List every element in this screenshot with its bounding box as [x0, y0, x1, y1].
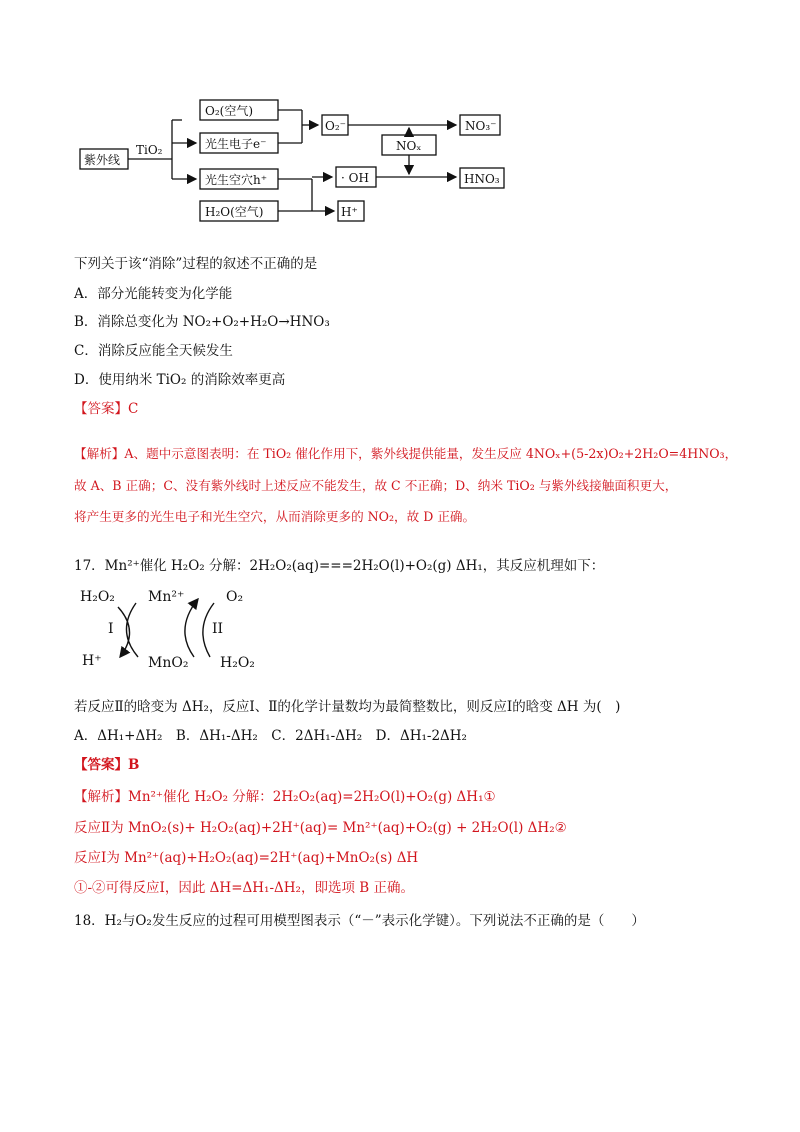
q17-analysis-line-4: ①-②可得反应Ⅰ，因此 ΔH=ΔH₁-ΔH₂，即选项 B 正确。	[74, 880, 414, 896]
uv-label: 紫外线	[84, 153, 121, 167]
o2-minus-label: O₂⁻	[325, 119, 346, 133]
q17-question: 若反应Ⅱ的晗变为 ΔH₂，反应Ⅰ、Ⅱ的化学计量数均为最简整数比，则反应Ⅰ的晗变 ΔH 为( )	[74, 699, 621, 715]
q16-option-a: A．部分光能转变为化学能	[74, 286, 233, 302]
mech-roman-1: I	[108, 621, 114, 637]
hole-label: 光生空穴h⁺	[205, 173, 268, 187]
q17-answer: 【答案】B	[74, 757, 140, 773]
q16-option-b: B．消除总变化为 NO₂+O₂+H₂O→HNO₃	[74, 314, 330, 330]
q16-option-d: D．使用纳米 TiO₂ 的消除效率更高	[74, 372, 286, 388]
q16-answer: 【答案】C	[74, 401, 139, 417]
h2o-air-label: H₂O(空气)	[205, 205, 264, 219]
q16-stem: 下列关于该“消除”过程的叙述不正确的是	[74, 256, 318, 272]
q17-options: A．ΔH₁+ΔH₂ B．ΔH₁-ΔH₂ C．2ΔH₁-ΔH₂ D．ΔH₁-2ΔH₂	[74, 728, 467, 744]
mechanism-diagram	[78, 585, 278, 675]
no3-label: NO₃⁻	[465, 119, 497, 133]
mech-mno2: MnO₂	[148, 655, 189, 671]
q16-analysis-line-1: 【解析】A、题中示意图表明：在 TiO₂ 催化作用下，紫外线提供能量，发生反应 4NOₓ+(5-2x)O₂+2H₂O=4HNO₃，	[74, 446, 738, 461]
oh-label: · OH	[341, 171, 369, 185]
hno3-label: HNO₃	[464, 172, 500, 186]
mech-o2: O₂	[226, 589, 244, 605]
q17-analysis-line-1: 【解析】Mn²⁺催化 H₂O₂ 分解：2H₂O₂(aq)=2H₂O(l)+O₂(g) ΔH₁①	[74, 789, 496, 805]
q17-analysis-line-3: 反应Ⅰ为 Mn²⁺(aq)+H₂O₂(aq)=2H⁺(aq)+MnO₂(s) ΔH	[74, 850, 419, 866]
electron-label: 光生电子e⁻	[205, 137, 267, 151]
mech-mn2: Mn²⁺	[148, 589, 185, 605]
nox-label: NOₓ	[396, 139, 422, 153]
h-plus-label: H⁺	[341, 205, 358, 219]
mech-h2o2-left: H₂O₂	[80, 589, 115, 605]
mech-h2o2-right: H₂O₂	[220, 655, 255, 671]
q17-stem: 17．Mn²⁺催化 H₂O₂ 分解：2H₂O₂(aq)===2H₂O(l)+O₂(g) ΔH₁，其反应机理如下：	[74, 558, 605, 574]
q18-stem: 18．H₂与O₂发生反应的过程可用模型图表示（“－”表示化学键）。下列说法不正确的是（ ）	[74, 913, 645, 929]
tio2-label: TiO₂	[136, 143, 163, 157]
mech-hplus: H⁺	[82, 653, 102, 669]
q17-analysis-line-2: 反应Ⅱ为 MnO₂(s)+ H₂O₂(aq)+2H⁺(aq)= Mn²⁺(aq)+O₂(g) + 2H₂O(l) ΔH₂②	[74, 820, 567, 836]
o2-air-label: O₂(空气)	[205, 104, 254, 118]
q16-analysis-line-2: 故 A、B 正确；C、没有紫外线时上述反应不能发生，故 C 不正确；D、纳米 TiO₂ 与紫外线接触面积更大，	[74, 478, 678, 493]
mech-roman-2: II	[212, 621, 224, 637]
photocatalysis-diagram	[70, 90, 530, 230]
q16-option-c: C．消除反应能全天候发生	[74, 343, 233, 359]
q16-analysis-line-3: 将产生更多的光生电子和光生空穴，从而消除更多的 NO₂，故 D 正确。	[74, 509, 476, 524]
